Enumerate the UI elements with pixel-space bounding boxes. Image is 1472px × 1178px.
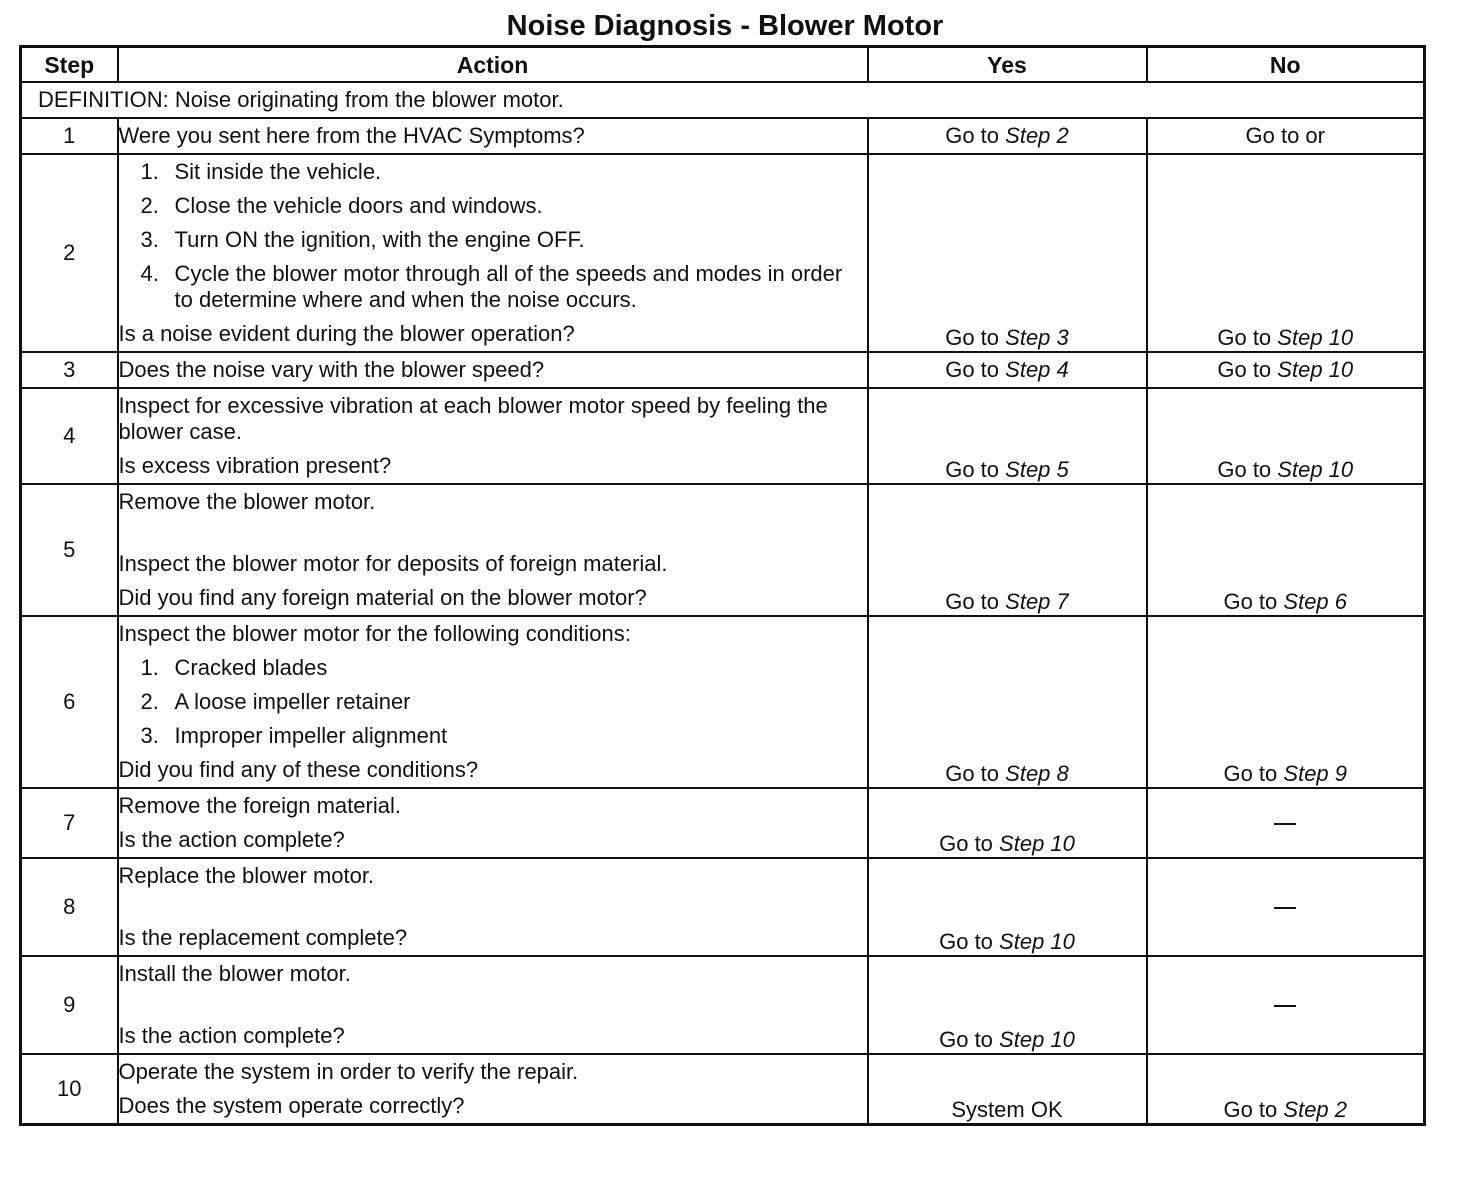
- list-text: Turn ON the ignition, with the engine OFF.: [174, 227, 585, 252]
- no-step-link[interactable]: Step 9: [1283, 761, 1348, 786]
- yes-prefix: Go to: [945, 325, 1000, 350]
- yes-prefix: Go to: [945, 589, 1000, 614]
- no-step-link[interactable]: Step 6: [1283, 589, 1348, 614]
- no-prefix: Go to: [1223, 589, 1278, 614]
- table-row: [21, 858, 1425, 956]
- header-row: [21, 47, 1425, 83]
- dash-mark: [1274, 907, 1296, 909]
- yes-step-link[interactable]: Step 10: [999, 1027, 1075, 1052]
- yes-cell: [868, 154, 1147, 352]
- definition-row: [21, 82, 1425, 118]
- table-row: [21, 154, 1425, 352]
- step-number: 4: [21, 388, 118, 484]
- yes-cell: [868, 352, 1147, 388]
- action-cell: [118, 484, 868, 616]
- question-text: Is the action complete?: [118, 1023, 345, 1048]
- no-cell: [1147, 154, 1425, 352]
- question-text: Is excess vibration present?: [118, 453, 392, 478]
- action-cell: [118, 788, 868, 858]
- no-cell: [1147, 1054, 1425, 1125]
- yes-step-link[interactable]: Step 10: [999, 929, 1075, 954]
- numbered-list: [119, 155, 867, 317]
- header-action: Action: [118, 47, 868, 83]
- list-text: Close the vehicle doors and windows.: [174, 193, 543, 218]
- header-step: Step: [21, 47, 118, 83]
- question-text: Is the action complete?: [118, 827, 345, 852]
- list-number: 2.: [140, 689, 159, 714]
- yes-cell: [868, 956, 1147, 1054]
- action-text: Were you sent here from the HVAC Symptoms?: [118, 123, 585, 148]
- table-row: [21, 1054, 1425, 1125]
- no-cell: [1147, 388, 1425, 484]
- yes-step-link[interactable]: Step 10: [999, 831, 1075, 856]
- action-text: Inspect for excessive vibration at each blower motor speed by feeling the blower case.: [118, 393, 828, 444]
- no-prefix: Go to: [1223, 761, 1278, 786]
- no-step-link[interactable]: Step 10: [1277, 325, 1354, 350]
- action-cell: [118, 1054, 868, 1125]
- action-cell: [118, 616, 868, 788]
- yes-cell: [868, 788, 1147, 858]
- yes-prefix: Go to: [939, 831, 993, 856]
- yes-step-link[interactable]: Step 4: [1005, 357, 1069, 382]
- no-prefix: Go to: [1223, 1097, 1278, 1122]
- action-cell: [118, 956, 868, 1054]
- step-number: 9: [21, 956, 118, 1054]
- list-item: [119, 189, 867, 223]
- yes-prefix: Go to: [939, 1027, 993, 1052]
- list-number: 3.: [140, 723, 159, 748]
- action-text: Remove the blower motor.: [118, 489, 376, 514]
- action-text: Operate the system in order to verify the repair.: [118, 1059, 579, 1084]
- page-title: Noise Diagnosis - Blower Motor: [506, 10, 944, 42]
- yes-step-link[interactable]: Step 2: [1005, 123, 1069, 148]
- no-cell: [1147, 956, 1425, 1054]
- action-text: Remove the foreign material.: [118, 793, 401, 818]
- yes-step-link[interactable]: Step 7: [1005, 589, 1069, 614]
- question-text: Is the replacement complete?: [118, 925, 408, 950]
- question-text: Does the system operate correctly?: [118, 1093, 465, 1118]
- definition-text: DEFINITION: Noise originating from the blower motor.: [21, 82, 1425, 118]
- action-cell: [118, 858, 868, 956]
- list-number: 4.: [140, 261, 159, 286]
- action-cell: [118, 352, 868, 388]
- no-cell: [1147, 484, 1425, 616]
- step-number: 5: [21, 484, 118, 616]
- list-text: A loose impeller retainer: [174, 689, 411, 714]
- yes-prefix: Go to: [939, 929, 993, 954]
- table-row: [21, 956, 1425, 1054]
- yes-prefix: Go to: [945, 123, 1000, 148]
- yes-step-link[interactable]: Step 8: [1005, 761, 1069, 786]
- step-number: 6: [21, 616, 118, 788]
- list-item: [119, 685, 867, 719]
- list-number: 1.: [140, 159, 159, 184]
- action-text: Inspect the blower motor for the following conditions:: [118, 621, 631, 646]
- action-text: Does the noise vary with the blower speed?: [118, 357, 545, 382]
- action-text: Replace the blower motor.: [118, 863, 375, 888]
- no-prefix: Go to or: [1245, 123, 1325, 148]
- action-cell: [118, 154, 868, 352]
- step-number: 8: [21, 858, 118, 956]
- yes-cell: [868, 388, 1147, 484]
- step-number: 10: [21, 1054, 118, 1125]
- no-cell: [1147, 858, 1425, 956]
- list-number: 1.: [140, 655, 159, 680]
- numbered-list: [119, 651, 867, 753]
- no-cell: [1147, 788, 1425, 858]
- table-row: [21, 616, 1425, 788]
- list-item: [119, 223, 867, 257]
- yes-cell: [868, 616, 1147, 788]
- no-prefix: Go to: [1217, 357, 1272, 382]
- yes-cell: [868, 118, 1147, 154]
- list-number: 2.: [140, 193, 159, 218]
- no-step-link[interactable]: Step 2: [1283, 1097, 1348, 1122]
- table-row: [21, 484, 1425, 616]
- table-row: [21, 388, 1425, 484]
- yes-cell: [868, 484, 1147, 616]
- action-cell: [118, 388, 868, 484]
- no-cell: [1147, 616, 1425, 788]
- action-cell: [118, 118, 868, 154]
- step-number: 3: [21, 352, 118, 388]
- yes-prefix: Go to: [945, 357, 1000, 382]
- yes-step-link[interactable]: Step 3: [1005, 325, 1069, 350]
- question-text: Did you find any foreign material on the blower motor?: [118, 585, 647, 610]
- no-prefix: Go to: [1217, 325, 1272, 350]
- action-text: Inspect the blower motor for deposits of foreign material.: [118, 551, 668, 576]
- question-text: Is a noise evident during the blower operation?: [118, 321, 575, 346]
- list-text: Cracked blades: [174, 655, 328, 680]
- list-number: 3.: [140, 227, 159, 252]
- table-row: [21, 788, 1425, 858]
- list-text: Sit inside the vehicle.: [174, 159, 382, 184]
- dash-mark: [1274, 823, 1296, 825]
- yes-prefix: Go to: [945, 761, 1000, 786]
- table-row: [21, 118, 1425, 154]
- list-item: [119, 155, 867, 189]
- no-cell: [1147, 118, 1425, 154]
- no-prefix: Go to: [1217, 457, 1272, 482]
- no-cell: [1147, 352, 1425, 388]
- list-item: [119, 257, 867, 317]
- table-row: [21, 352, 1425, 388]
- list-text: Cycle the blower motor through all of the speeds and modes in order to determine where and when the noise occurs.: [174, 261, 843, 312]
- list-text: Improper impeller alignment: [174, 723, 448, 748]
- yes-prefix: Go to: [945, 457, 1000, 482]
- question-text: Did you find any of these conditions?: [118, 757, 479, 782]
- diagnosis-table: [19, 45, 1426, 1126]
- header-yes: Yes: [868, 47, 1147, 83]
- step-number: 2: [21, 154, 118, 352]
- step-number: 7: [21, 788, 118, 858]
- header-no: No: [1147, 47, 1425, 83]
- list-item: [119, 651, 867, 685]
- action-text: Install the blower motor.: [118, 961, 351, 986]
- yes-cell: [868, 1054, 1147, 1125]
- list-item: [119, 719, 867, 753]
- yes-cell: [868, 858, 1147, 956]
- yes-step-link[interactable]: Step 5: [1005, 457, 1069, 482]
- yes-text: System OK: [951, 1097, 1063, 1122]
- no-step-link[interactable]: Step 10: [1277, 357, 1354, 382]
- no-step-link[interactable]: Step 10: [1277, 457, 1354, 482]
- step-number: 1: [21, 118, 118, 154]
- dash-mark: [1274, 1005, 1296, 1007]
